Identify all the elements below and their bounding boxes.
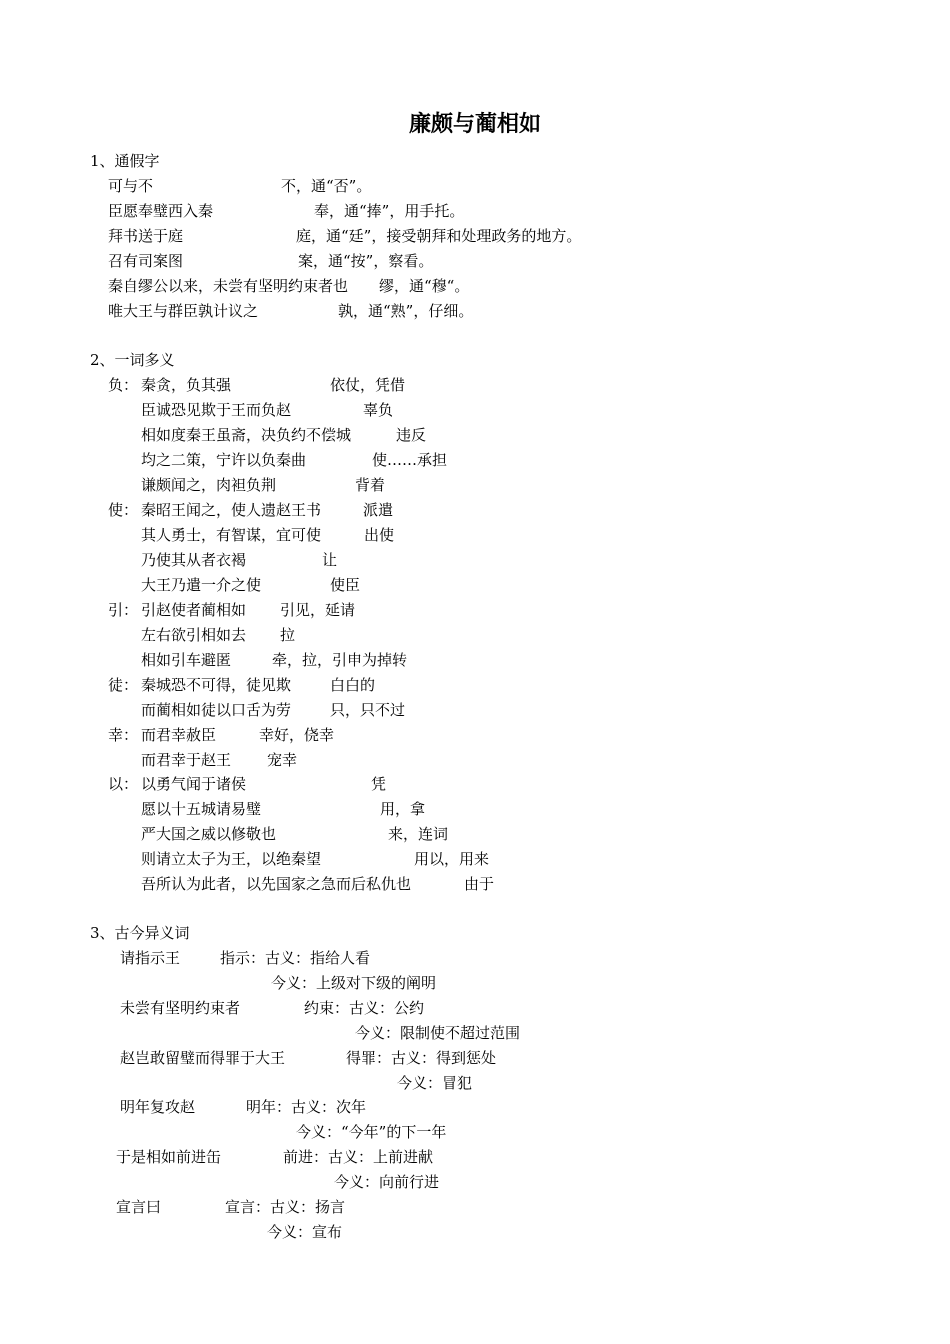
sentence: 吾所认为此者，以先国家之急而后私仇也 xyxy=(141,875,412,893)
sentence: 于是相如前进缶 xyxy=(116,1148,222,1166)
sentence: 谦颇闻之，肉袒负荆 xyxy=(141,476,277,494)
word-label: 使： xyxy=(108,501,139,519)
note: 不，通“否”。 xyxy=(281,177,372,195)
term-ancient: 明年：古义：次年 xyxy=(246,1098,367,1116)
sentence: 大王乃遣一介之使 xyxy=(141,576,262,594)
meaning: 拉 xyxy=(280,626,296,644)
sentence: 而君幸于赵王 xyxy=(141,751,232,769)
sentence: 左右欲引相如去 xyxy=(141,626,247,644)
term-modern: 今义：冒犯 xyxy=(397,1074,473,1092)
meaning: 白白的 xyxy=(330,676,376,694)
meaning: 让 xyxy=(322,551,338,569)
sentence: 均之二策，宁许以负秦曲 xyxy=(141,451,307,469)
sentence: 愿以十五城请易璧 xyxy=(141,800,262,818)
sentence: 以勇气闻于诸侯 xyxy=(141,775,247,793)
word-label: 以： xyxy=(108,775,139,793)
meaning: 只，只不过 xyxy=(330,701,406,719)
word-label: 引： xyxy=(108,601,139,619)
sentence: 臣愿奉璧西入秦 xyxy=(108,202,214,220)
term-modern: 今义：“今年”的下一年 xyxy=(296,1123,447,1141)
meaning: 派遣 xyxy=(363,501,394,519)
sentence: 严大国之威以修敬也 xyxy=(141,825,277,843)
meaning: 引见，延请 xyxy=(280,601,356,619)
sentence: 引赵使者蔺相如 xyxy=(141,601,247,619)
sentence: 可与不 xyxy=(108,177,154,195)
note: 案，通“按”，察看。 xyxy=(298,252,434,270)
meaning: 出使 xyxy=(364,526,395,544)
sentence: 秦贪，负其强 xyxy=(141,376,232,394)
sentence: 请指示王 xyxy=(120,949,181,967)
section-heading-yiciduoyi: 2、一词多义 xyxy=(90,351,175,369)
sentence: 赵岂敢留璧而得罪于大王 xyxy=(120,1049,286,1067)
sentence: 相如度秦王虽斋，决负约不偿城 xyxy=(141,426,352,444)
term-modern: 今义：宣布 xyxy=(267,1223,343,1241)
meaning: 牵，拉，引申为掉转 xyxy=(272,651,408,669)
meaning: 使……承担 xyxy=(372,451,448,469)
term-modern: 今义：向前行进 xyxy=(334,1173,440,1191)
meaning: 凭 xyxy=(371,775,387,793)
meaning: 违反 xyxy=(396,426,427,444)
word-label: 徒： xyxy=(108,676,139,694)
sentence: 拜书送于庭 xyxy=(108,227,184,245)
meaning: 用，拿 xyxy=(380,800,426,818)
sentence: 乃使其从者衣褐 xyxy=(141,551,247,569)
term-ancient: 约束：古义：公约 xyxy=(304,999,425,1017)
term-ancient: 指示：古义：指给人看 xyxy=(220,949,371,967)
note: 庭，通“廷”，接受朝拜和处理政务的地方。 xyxy=(296,227,582,245)
meaning: 来，连词 xyxy=(388,825,449,843)
sentence: 而君幸赦臣 xyxy=(141,726,217,744)
term-ancient: 得罪：古义：得到惩处 xyxy=(346,1049,497,1067)
meaning: 使臣 xyxy=(330,576,361,594)
meaning: 辜负 xyxy=(363,401,394,419)
note: 孰，通“熟”，仔细。 xyxy=(338,302,474,320)
note: 奉，通“捧”，用手托。 xyxy=(314,202,465,220)
section-heading-tongjiazi: 1、通假字 xyxy=(90,152,160,170)
meaning: 依仗，凭借 xyxy=(330,376,406,394)
sentence: 秦自缪公以来，未尝有坚明约束者也 xyxy=(108,277,349,295)
sentence: 秦城恐不可得，徒见欺 xyxy=(141,676,292,694)
meaning: 用以，用来 xyxy=(414,850,490,868)
note: 缪，通“穆“。 xyxy=(379,277,470,295)
word-label: 幸： xyxy=(108,726,139,744)
sentence: 唯大王与群臣孰计议之 xyxy=(108,302,259,320)
term-ancient: 前进：古义：上前进献 xyxy=(283,1148,434,1166)
meaning: 背着 xyxy=(355,476,386,494)
term-modern: 今义：限制使不超过范围 xyxy=(355,1024,521,1042)
word-label: 负： xyxy=(108,376,139,394)
sentence: 未尝有坚明约束者 xyxy=(120,999,241,1017)
term-modern: 今义：上级对下级的阐明 xyxy=(271,974,437,992)
meaning: 由于 xyxy=(464,875,495,893)
sentence: 秦昭王闻之，使人遗赵王书 xyxy=(141,501,322,519)
sentence: 明年复攻赵 xyxy=(120,1098,196,1116)
term-ancient: 宣言：古义：扬言 xyxy=(225,1198,346,1216)
sentence: 则请立太子为王，以绝秦望 xyxy=(141,850,322,868)
sentence: 宣言曰 xyxy=(116,1198,162,1216)
sentence: 相如引车避匿 xyxy=(141,651,232,669)
meaning: 幸好，侥幸 xyxy=(259,726,335,744)
sentence: 臣诚恐见欺于王而负赵 xyxy=(141,401,292,419)
meaning: 宠幸 xyxy=(267,751,298,769)
page-title: 廉颇与蔺相如 xyxy=(408,112,541,137)
section-heading-gujinyiyici: 3、古今异义词 xyxy=(90,924,190,942)
sentence: 召有司案图 xyxy=(108,252,184,270)
sentence: 而蔺相如徒以口舌为劳 xyxy=(141,701,292,719)
sentence: 其人勇士，有智谋，宜可使 xyxy=(141,526,322,544)
